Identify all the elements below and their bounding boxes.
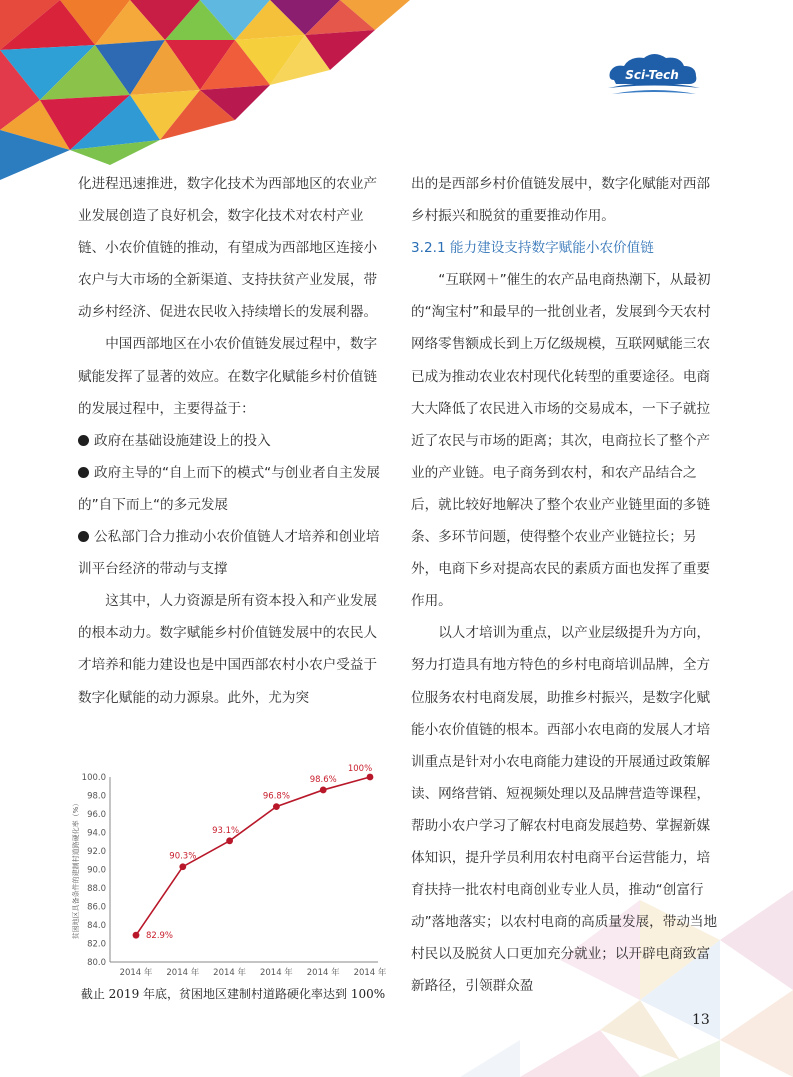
x-tick-label: 2014 年 [119,968,153,978]
data-point [367,774,374,781]
y-tick-label: 92.0 [87,847,106,857]
data-point [226,837,233,844]
bullet-text: 公私部门合力推动小农价值链人才培养和创业培训平台经济的带动与支撑 [78,529,380,578]
data-label: 90.3% [169,851,197,862]
data-point [320,787,327,794]
y-tick-label: 96.0 [87,810,106,820]
y-axis-label: 贫困地区具备条件的建制村道路硬化率（%） [72,799,80,940]
paragraph: 中国西部地区在小农价值链发展过程中，数字赋能发挥了显著的效应。在数字化赋能乡村价值链的发展过程中，主要得益于： [78,336,378,417]
paragraph: 这其中，人力资源是所有资本投入和产业发展的根本动力。数字赋能乡村价值链发展中的农民人才培养和能力建设也是中国西部农村小农户受益于数字化赋能的动力源泉。此外，尤为突 [78,593,378,706]
section-heading: 3.2.1 能力建设支持数字赋能小农价值链 [411,240,654,257]
sci-tech-logo [606,52,702,102]
y-tick-label: 84.0 [87,921,106,931]
bullet-item [78,457,388,521]
data-point [273,803,280,810]
page-number: 13 [692,1012,710,1028]
data-label: 93.1% [212,825,240,836]
y-tick-label: 90.0 [87,865,106,876]
y-tick-label: 86.0 [87,902,106,913]
road-hardening-line-chart [60,762,390,982]
paragraph: 化进程迅速推进，数字化技术为西部地区的农业产业发展创造了良好机会，数字化技术对农村产业链、小农价值链的推动，有望成为西部地区连接小农户与大市场的全新渠道、支持扶贫产业发展，带动乡村经济、促进农民收入持续增长的发展利器。 [78,176,378,321]
data-label: 98.6% [309,774,337,785]
x-tick-label: 2014 年 [166,968,200,978]
bullet-icon [78,467,89,478]
y-tick-label: 88.0 [87,884,106,894]
bullet-icon [78,435,89,446]
y-tick-label: 82.0 [87,939,106,950]
y-tick-label: 80.0 [87,958,106,968]
data-label: 82.9% [146,931,174,942]
paragraph: “互联网＋”催生的农产品电商热潮下，从最初的“淘宝村”和最早的一批创业者，发展到今天农村网络零售额成长到上万亿级规模，互联网赋能三农已成为推动农业农村现代化转型的重要途径。电商大大降低了农民进入市场的交易成本，一下子就拉近了农民与市场的距离；其次，电商拉长了整个产业的产业链。电子商务到农村，和农产品结合之后，就比较好地解决了整个农业产业链里面的多链条、多环节问题，使得整个农业产业链拉长；另外，电商下乡对提高农民的素质方面也发挥了重要作用。 [411,272,711,610]
bullet-icon [78,531,89,542]
x-tick-label: 2014 年 [259,968,293,978]
bullet-text: 政府在基础设施建设上的投入 [94,432,271,449]
y-tick-label: 98.0 [87,791,106,802]
right-column [411,168,721,1002]
paragraph: 以人才培训为重点，以产业层级提升为方向，努力打造具有地方特色的乡村电商培训品牌，全方位服务农村电商发展，助推乡村振兴，是数字化赋能小农价值链的根本。西部小农电商的发展人才培训重点是针对小农电商能力建设的开展通过政策解读、网络营销、短视频处理以及品牌营造等课程，帮助小农户学习了解农村电商发展趋势、掌握新媒体知识，提升学员利用农村电商平台运营能力，培育扶持一批农村电商创业专业人员，推动“创富行动”落地落实；以农村电商的高质量发展，带动当地村民以及脱贫人口更加充分就业；以开辟电商致富新路径，引领群众盈 [411,625,718,995]
data-label: 96.8% [262,791,290,802]
bullet-item [78,521,388,585]
left-column [78,168,388,714]
data-label: 100% [347,764,373,774]
data-point [179,863,186,870]
data-point [133,932,140,939]
bullet-text: 政府主导的“自上而下的模式“与创业者自主发展的”自下而上“的多元发展 [78,464,380,513]
y-tick-label: 100.0 [81,773,106,783]
logo-text: Sci-Tech [625,68,679,82]
x-tick-label: 2014 年 [213,968,247,978]
y-tick-label: 94.0 [87,828,106,839]
x-tick-label: 2014 年 [306,968,340,978]
x-tick-label: 2014 年 [353,968,387,978]
paragraph: 出的是西部乡村价值链发展中，数字化赋能对西部乡村振兴和脱贫的重要推动作用。 [411,176,711,225]
chart-caption: 截止 2019 年底，贫困地区建制村道路硬化率达到 100% [80,987,386,1001]
bullet-item [78,425,388,457]
